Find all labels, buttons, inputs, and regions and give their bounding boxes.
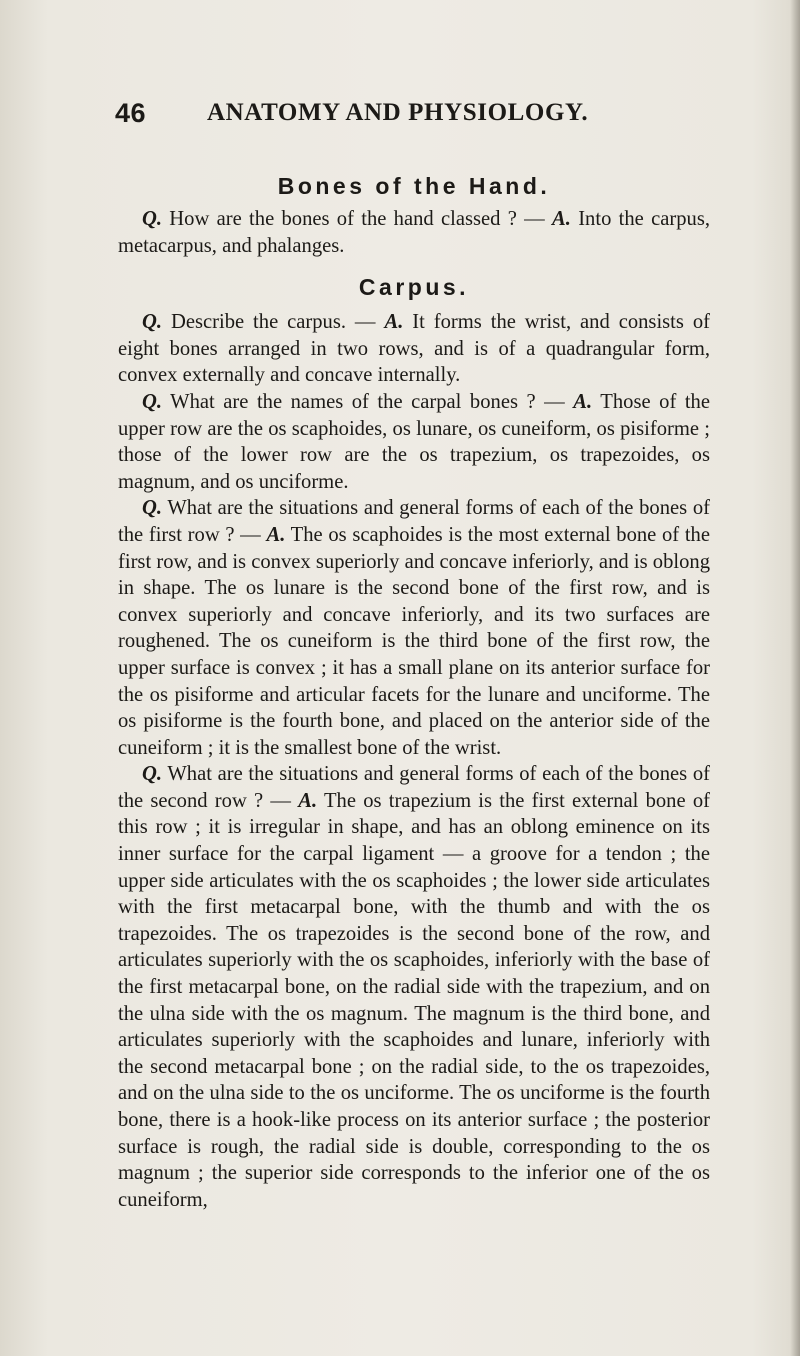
question-label: Q. <box>142 390 163 413</box>
question-text: What are the situations and general forms of each of the bones of the first row ? — <box>118 497 710 546</box>
question-label: Q. <box>142 208 163 230</box>
answer-text: The os trapezium is the first external bone of this row ; it is irregular in shape, and has an oblong eminence on its inner surface for the carpal ligament — a groove for a tendon ; the upper side articulates with the os scaphoides ; the lower side articulates with the first metacarpal bone, with the thumb and with the os trapezoides. The os trapezoides is the second bone of the row, and articulates superiorly with the os scaphoides, inferiorly with the base of the first metacarpal bone, on the radial side with the trapezium, and on the ulna side with the os magnum. The magnum is the third bone, and articulates superiorly with the scaphoides and lunare, inferiorly with the second metacarpal bone ; on the radial side, to the os trapezoides, and on the ulna side to the os unciforme. The os unciforme is the fourth bone, there is a hook-like process on its anterior surface ; the posterior surface is rough, the radial side is double, corresponding to the os magnum ; the superior side corresponds to the inferior one of the os cuneiform, <box>118 789 710 1211</box>
qa-paragraph <box>118 761 710 1213</box>
qa-paragraph <box>118 309 710 389</box>
answer-label: A. <box>552 208 571 230</box>
section-heading-carpus: Carpus. <box>358 274 470 301</box>
answer-label: A. <box>384 311 404 334</box>
question-text: Describe the carpus. — <box>162 311 385 334</box>
qa-paragraph <box>118 495 710 761</box>
page-number: 46 <box>115 98 147 128</box>
qa-paragraph <box>118 389 710 495</box>
answer-text: The os scaphoides is the most external bone of the first row, and is convex superiorly and concave inferiorly, and is oblong in shape. The os lunare is the second bone of the first row, and is convex superiorly and concave inferiorly, and its two surfaces are roughened. The os cuneiform is the third bone of the first row, the upper surface is convex ; it has a small plane on its anterior surface for the os pisiforme and articular facets for the lunare and unciforme. The os pisiforme is the fourth bone, and placed on the anterior side of the cuneiform ; it is the smallest bone of the wrist. <box>118 523 710 759</box>
page-edge-shadow <box>790 0 800 1356</box>
question-text: What are the names of the carpal bones ? — <box>162 390 574 413</box>
answer-label: A. <box>298 789 318 812</box>
running-title: ANATOMY AND PHYSIOLOGY. <box>207 99 589 126</box>
question-text: How are the bones of the hand classed ? — <box>162 208 553 230</box>
question-label: Q. <box>142 763 163 786</box>
page-body <box>118 168 710 1213</box>
question-label: Q. <box>142 311 163 334</box>
running-head <box>115 98 705 138</box>
answer-text: It forms the wrist, and consists of eight bones arranged in two rows, and is of a quadrangular form, convex externally and concave internally. <box>118 311 710 387</box>
answer-text: Into the carpus, metacarpus, and phalanges. <box>118 208 710 257</box>
question-text: What are the situations and general forms of each of the bones of the second row ? — <box>118 763 710 812</box>
answer-text: Those of the upper row are the os scaphoides, os lunare, os cuneiform, os pisiforme ; those of the lower row are the os trapezium, os trapezoides, os magnum, and os unciforme. <box>118 390 710 493</box>
question-label: Q. <box>142 497 163 520</box>
answer-label: A. <box>573 390 593 413</box>
qa-paragraph <box>118 206 710 259</box>
answer-label: A. <box>266 523 286 546</box>
section-heading-bones-of-the-hand: Bones of the Hand. <box>277 173 551 199</box>
